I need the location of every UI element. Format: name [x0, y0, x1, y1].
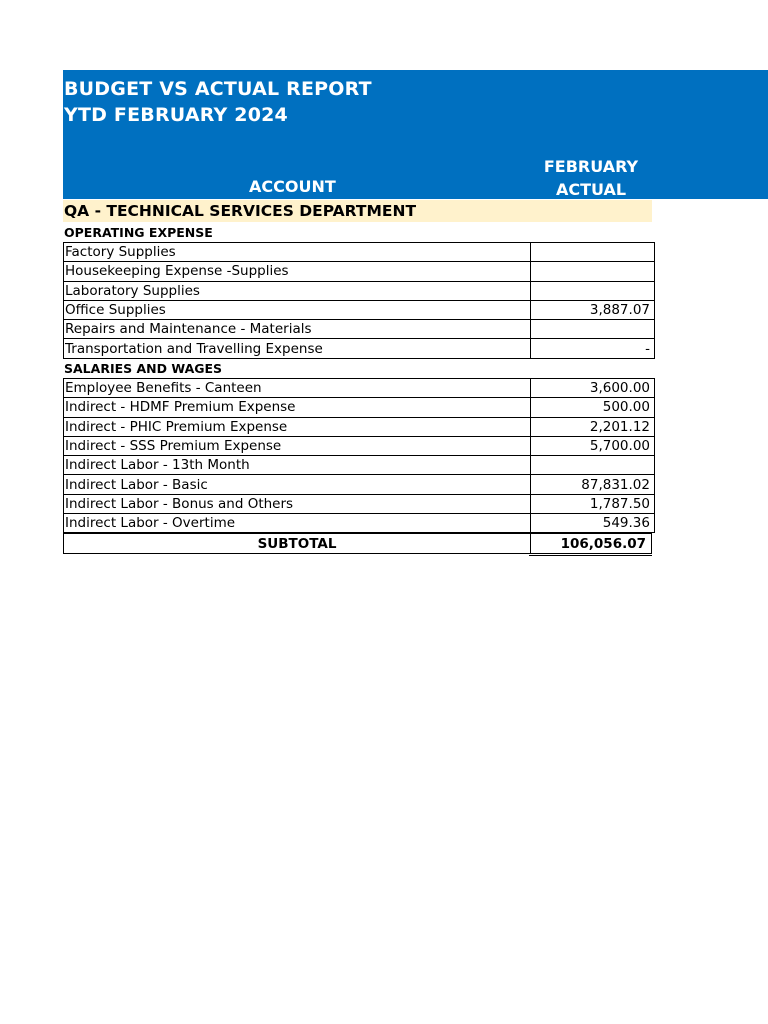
- actual-amount: 2,201.12: [531, 417, 655, 436]
- table-row: [64, 339, 655, 358]
- table-row: [64, 300, 655, 319]
- department-banner: [63, 200, 652, 222]
- table-row: [64, 262, 655, 281]
- table-row: [64, 243, 655, 262]
- actual-amount: [531, 456, 655, 475]
- table-row: [64, 436, 655, 455]
- account-name: Factory Supplies: [64, 243, 531, 262]
- table-row: [64, 417, 655, 436]
- subtotal-row: [63, 533, 652, 554]
- actual-amount: [531, 281, 655, 300]
- actual-amount: [531, 262, 655, 281]
- department-name: QA - TECHNICAL SERVICES DEPARTMENT: [64, 202, 417, 220]
- actual-amount: -: [531, 339, 655, 358]
- actual-amount: 87,831.02: [531, 475, 655, 494]
- account-name: Indirect - HDMF Premium Expense: [64, 398, 531, 417]
- account-name: Repairs and Maintenance - Materials: [64, 320, 531, 339]
- salaries-wages-heading: SALARIES AND WAGES: [64, 361, 223, 376]
- table-row: [64, 494, 655, 513]
- subtotal-divider: [530, 534, 531, 553]
- subtotal-value: 106,056.07: [560, 536, 646, 552]
- account-name: Indirect - SSS Premium Expense: [64, 436, 531, 455]
- table-row: [64, 514, 655, 533]
- account-name: Laboratory Supplies: [64, 281, 531, 300]
- salaries-wages-table: [63, 378, 655, 533]
- report-period: YTD FEBRUARY 2024: [64, 104, 288, 126]
- subtotal-label: SUBTOTAL: [257, 536, 337, 552]
- account-name: Transportation and Travelling Expense: [64, 339, 531, 358]
- account-name: Employee Benefits - Canteen: [64, 379, 531, 398]
- table-row: [64, 475, 655, 494]
- actual-amount: 1,787.50: [531, 494, 655, 513]
- account-name: Office Supplies: [64, 300, 531, 319]
- actual-amount: [531, 320, 655, 339]
- february-header-line: FEBRUARY: [543, 157, 639, 176]
- operating-expense-heading: OPERATING EXPENSE: [64, 225, 213, 240]
- table-row: [64, 320, 655, 339]
- account-name: Indirect Labor - Overtime: [64, 514, 531, 533]
- actual-amount: 500.00: [531, 398, 655, 417]
- report-title: BUDGET VS ACTUAL REPORT: [64, 78, 372, 100]
- actual-header-line: ACTUAL: [555, 180, 627, 199]
- operating-expense-table: [63, 242, 655, 359]
- table-row: [64, 281, 655, 300]
- actual-amount: 3,600.00: [531, 379, 655, 398]
- account-name: Housekeeping Expense -Supplies: [64, 262, 531, 281]
- table-row: [64, 379, 655, 398]
- actual-amount: 5,700.00: [531, 436, 655, 455]
- february-actual-column-header: [530, 155, 652, 201]
- actual-amount: 549.36: [531, 514, 655, 533]
- actual-amount: [531, 243, 655, 262]
- account-name: Indirect Labor - 13th Month: [64, 456, 531, 475]
- account-name: Indirect Labor - Basic: [64, 475, 531, 494]
- account-name: Indirect Labor - Bonus and Others: [64, 494, 531, 513]
- double-underline: [529, 553, 652, 556]
- table-row: [64, 398, 655, 417]
- table-row: [64, 456, 655, 475]
- account-column-header: ACCOUNT: [249, 177, 336, 196]
- account-name: Indirect - PHIC Premium Expense: [64, 417, 531, 436]
- report-header: [63, 70, 768, 199]
- actual-amount: 3,887.07: [531, 300, 655, 319]
